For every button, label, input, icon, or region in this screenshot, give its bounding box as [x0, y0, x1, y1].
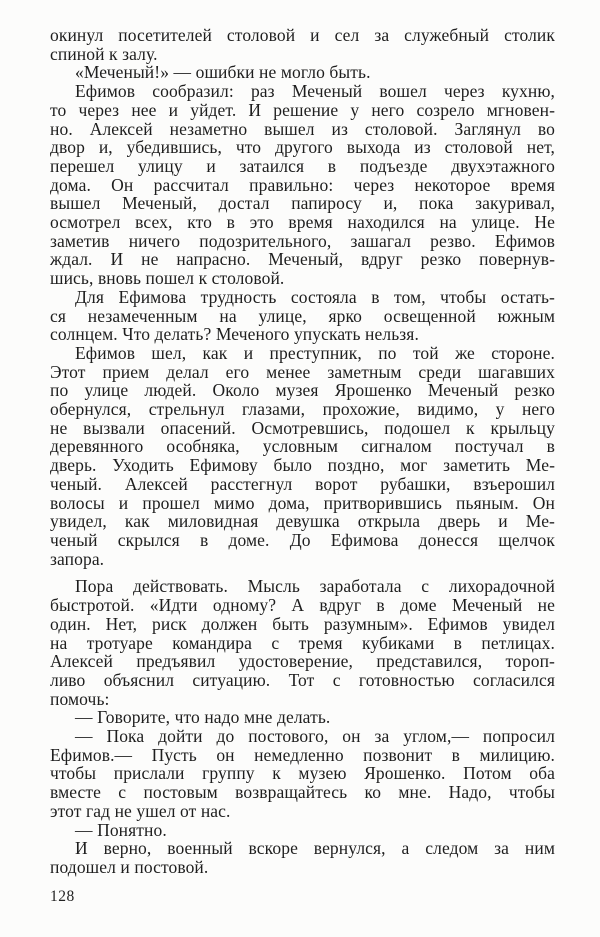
- text-line: — Пока дойти до постового, он за углом,— попросил: [75, 726, 555, 747]
- text-line: И верно, военный вскоре вернулся, а следом за ним: [75, 838, 555, 859]
- text-line: этот гад не ушел от нас.: [50, 800, 231, 821]
- text-line: спиной к залу.: [50, 43, 158, 64]
- text-line: волосы и прошел мимо дома, притворившись пьяным. Он: [50, 492, 555, 513]
- text-line: Ефимов шел, как и преступник, по той же стороне.: [75, 342, 555, 363]
- text-line: помочь:: [50, 688, 110, 709]
- text-line: на тротуаре командира с тремя кубиками в петлицах.: [50, 632, 555, 653]
- text-line: двор и, убедившись, что другого выхода из столовой нет,: [50, 137, 555, 158]
- text-line: обернулся, стрельнул глазами, прохожие, видимо, у него: [50, 399, 555, 420]
- text-line: ченый скрылся в доме. До Ефимова донесся щелчок: [50, 529, 555, 550]
- text-line: перешел улицу и затаился в подъезде двухэтажного: [50, 155, 555, 176]
- paragraph: [50, 63, 555, 82]
- text-line: Пора действовать. Мысль заработала с лихорадочной: [75, 576, 555, 597]
- text-line: окинул посетителей столовой и сел за служебный столик: [50, 25, 555, 45]
- paragraph: [50, 82, 555, 288]
- text-line: то через нее и уйдет. И решение у него созрело мгновен-: [50, 99, 555, 120]
- text-line: увидел, как миловидная девушка открыла дверь и Ме-: [50, 511, 555, 532]
- text-line: «Меченый!» — ошибки не могло быть.: [75, 62, 371, 83]
- text-line: ждал. И не напрасно. Меченый, вдруг резко повернув-: [50, 249, 555, 270]
- text-line: ся незамеченным на улице, ярко освещенной южным: [50, 305, 555, 326]
- paragraph: [50, 839, 555, 876]
- text-line: быстротой. «Идти одному? А вдруг в доме Меченый не: [50, 595, 555, 616]
- text-line: деревянного особняка, условным сигналом постучал в: [50, 436, 555, 457]
- paragraph: [50, 344, 555, 568]
- text-line: вместе с постовым возвращайтесь ко мне. Надо, чтобы: [50, 782, 555, 803]
- paragraph: [50, 577, 555, 708]
- text-line: вышел Меченый, достал папиросу и, пока закуривал,: [50, 193, 555, 214]
- text-line: осмотрел всех, кто в это время находился на улице. Не: [50, 212, 555, 233]
- text-line: ченый. Алексей расстегнул ворот рубашки, взъерошил: [50, 473, 555, 494]
- text-line: заметив ничего подозрительного, зашагал резво. Ефимов: [50, 230, 555, 251]
- text-line: солнцем. Что делать? Меченого упускать нельзя.: [50, 324, 419, 345]
- paragraph: [50, 26, 555, 63]
- text-line: Ефимов.— Пусть он немедленно позвонит в милицию.: [50, 744, 555, 765]
- paragraph: [50, 288, 555, 344]
- text-line: но. Алексей незаметно вышел из столовой. Заглянул во: [50, 118, 555, 139]
- paragraph: [50, 708, 555, 727]
- text-line: — Говорите, что надо мне делать.: [75, 707, 331, 728]
- paragraph: [50, 821, 555, 840]
- text-line: один. Нет, риск должен быть разумным». Ефимов увидел: [50, 613, 555, 634]
- text-line: — Понятно.: [75, 819, 167, 840]
- paragraph: [50, 727, 555, 821]
- text-line: дверь. Уходить Ефимову было поздно, мог заметить Ме-: [50, 455, 555, 476]
- page-number: 128: [50, 888, 75, 905]
- text-line: Для Ефимова трудность состояла в том, чтобы остать-: [75, 286, 555, 307]
- text-line: по улице людей. Около музея Ярошенко Меченый резко: [50, 380, 555, 401]
- text-line: не вызвали опасений. Осмотревшись, подошел к крыльцу: [50, 417, 555, 438]
- text-line: Алексей предъявил удостоверение, представился, тороп-: [50, 651, 555, 672]
- text-line: ливо объяснил ситуацию. Тот с готовностью согласился: [50, 669, 555, 690]
- text-line: шись, вновь пошел к столовой.: [50, 268, 285, 289]
- text-line: подошел и постовой.: [50, 856, 209, 877]
- text-line: дома. Он рассчитал правильно: через некоторое время: [50, 174, 555, 195]
- text-line: запора.: [50, 548, 105, 569]
- text-line: Ефимов сообразил: раз Меченый вошел через кухню,: [75, 81, 555, 102]
- text-block: [50, 26, 555, 877]
- text-line: Этот прием делал его менее заметным среди шагавших: [50, 361, 555, 382]
- text-line: чтобы прислали группу к музею Ярошенко. Потом оба: [50, 763, 555, 784]
